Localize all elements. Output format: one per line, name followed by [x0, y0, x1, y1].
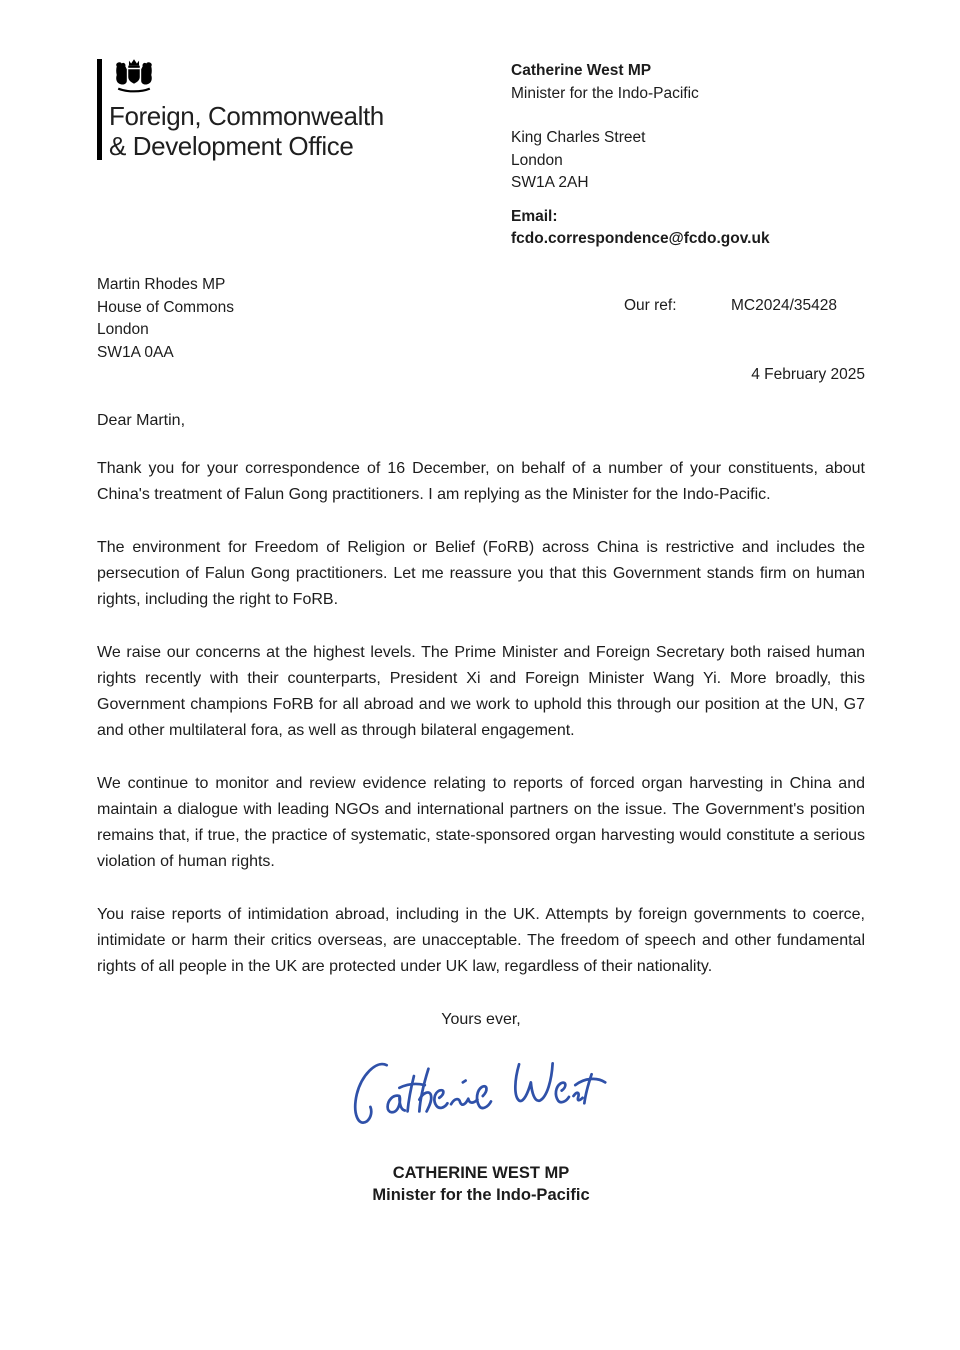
salutation: Dear Martin,: [97, 412, 186, 429]
spacer: [511, 195, 881, 206]
org-name-line2: & Development Office: [109, 131, 354, 161]
our-ref-value: MC2024/35428: [731, 297, 837, 314]
sender-address-line: London: [511, 151, 563, 169]
email-label: Email:: [511, 207, 558, 225]
valediction: Yours ever,: [441, 1011, 521, 1028]
sender-contact-block: [511, 60, 881, 251]
recipient-address-block: [97, 274, 234, 364]
recipient-line: London: [97, 321, 149, 338]
org-name: [109, 101, 384, 161]
our-ref-label: Our ref:: [624, 297, 677, 314]
closing-block: [97, 1007, 865, 1206]
logo-vertical-bar: [97, 59, 102, 160]
sender-title: Minister for the Indo-Pacific: [511, 84, 699, 102]
body-paragraph: The environment for Freedom of Religion or Belief (FoRB) across China is restrictive and includes the persecution of Falun Gong practitioners. Let me reassure you that this Government stands firm on human rights, including the right to FoRB.: [97, 539, 865, 608]
body-paragraph: Thank you for your correspondence of 16 December, on behalf of a number of your constituents, about China's treatment of Falun Gong practitioners. I am replying as the Minister for the Indo-Pacific.: [97, 460, 865, 503]
sender-address-line: SW1A 2AH: [511, 174, 589, 191]
body-paragraph: We raise our concerns at the highest levels. The Prime Minister and Foreign Secretary both raised human rights recently with their counterparts, President Xi and Foreign Minister Wang Yi. More broadly, this Government champions FoRB for all abroad and we work to uphold this through our position at the UN, G7 and other multilateral fora, as well as through bilateral engagement.: [97, 644, 865, 739]
signatory-name: CATHERINE WEST MP: [392, 1164, 570, 1182]
email-address: fcdo.correspondence@fcdo.gov.uk: [511, 230, 770, 247]
royal-crest-icon: [111, 57, 157, 93]
signatory-title: Minister for the Indo-Pacific: [372, 1186, 590, 1204]
recipient-line: House of Commons: [97, 298, 234, 316]
org-name-line1: Foreign, Commonwealth: [109, 101, 384, 131]
recipient-line: Martin Rhodes MP: [97, 276, 226, 293]
body-paragraph: We continue to monitor and review evidence relating to reports of forced organ harvesting in China and maintain a dialogue with leading NGOs and international partners on the issue. The Government's position remains that, if true, the practice of systematic, state-sponsored organ harvesting would constitute a serious violation of human rights.: [97, 775, 865, 870]
body-paragraph: You raise reports of intimidation abroad, including in the UK. Attempts by foreign governments to coerce, intimidate or harm their critics overseas, are unacceptable. The freedom of speech and other fundamental rights of all people in the UK are protected under UK law, regardless of their nationality.: [97, 906, 865, 975]
sender-address-line: King Charles Street: [511, 129, 646, 146]
fcdo-logo: [97, 56, 417, 166]
letter-date: 4 February 2025: [751, 366, 865, 383]
signature-catherine-west: [345, 1050, 617, 1142]
signatory-block: [97, 1162, 865, 1206]
sender-name: Catherine West MP: [511, 62, 652, 79]
spacer: [511, 105, 881, 127]
recipient-line: SW1A 0AA: [97, 343, 174, 361]
letter-body: [97, 456, 865, 1206]
